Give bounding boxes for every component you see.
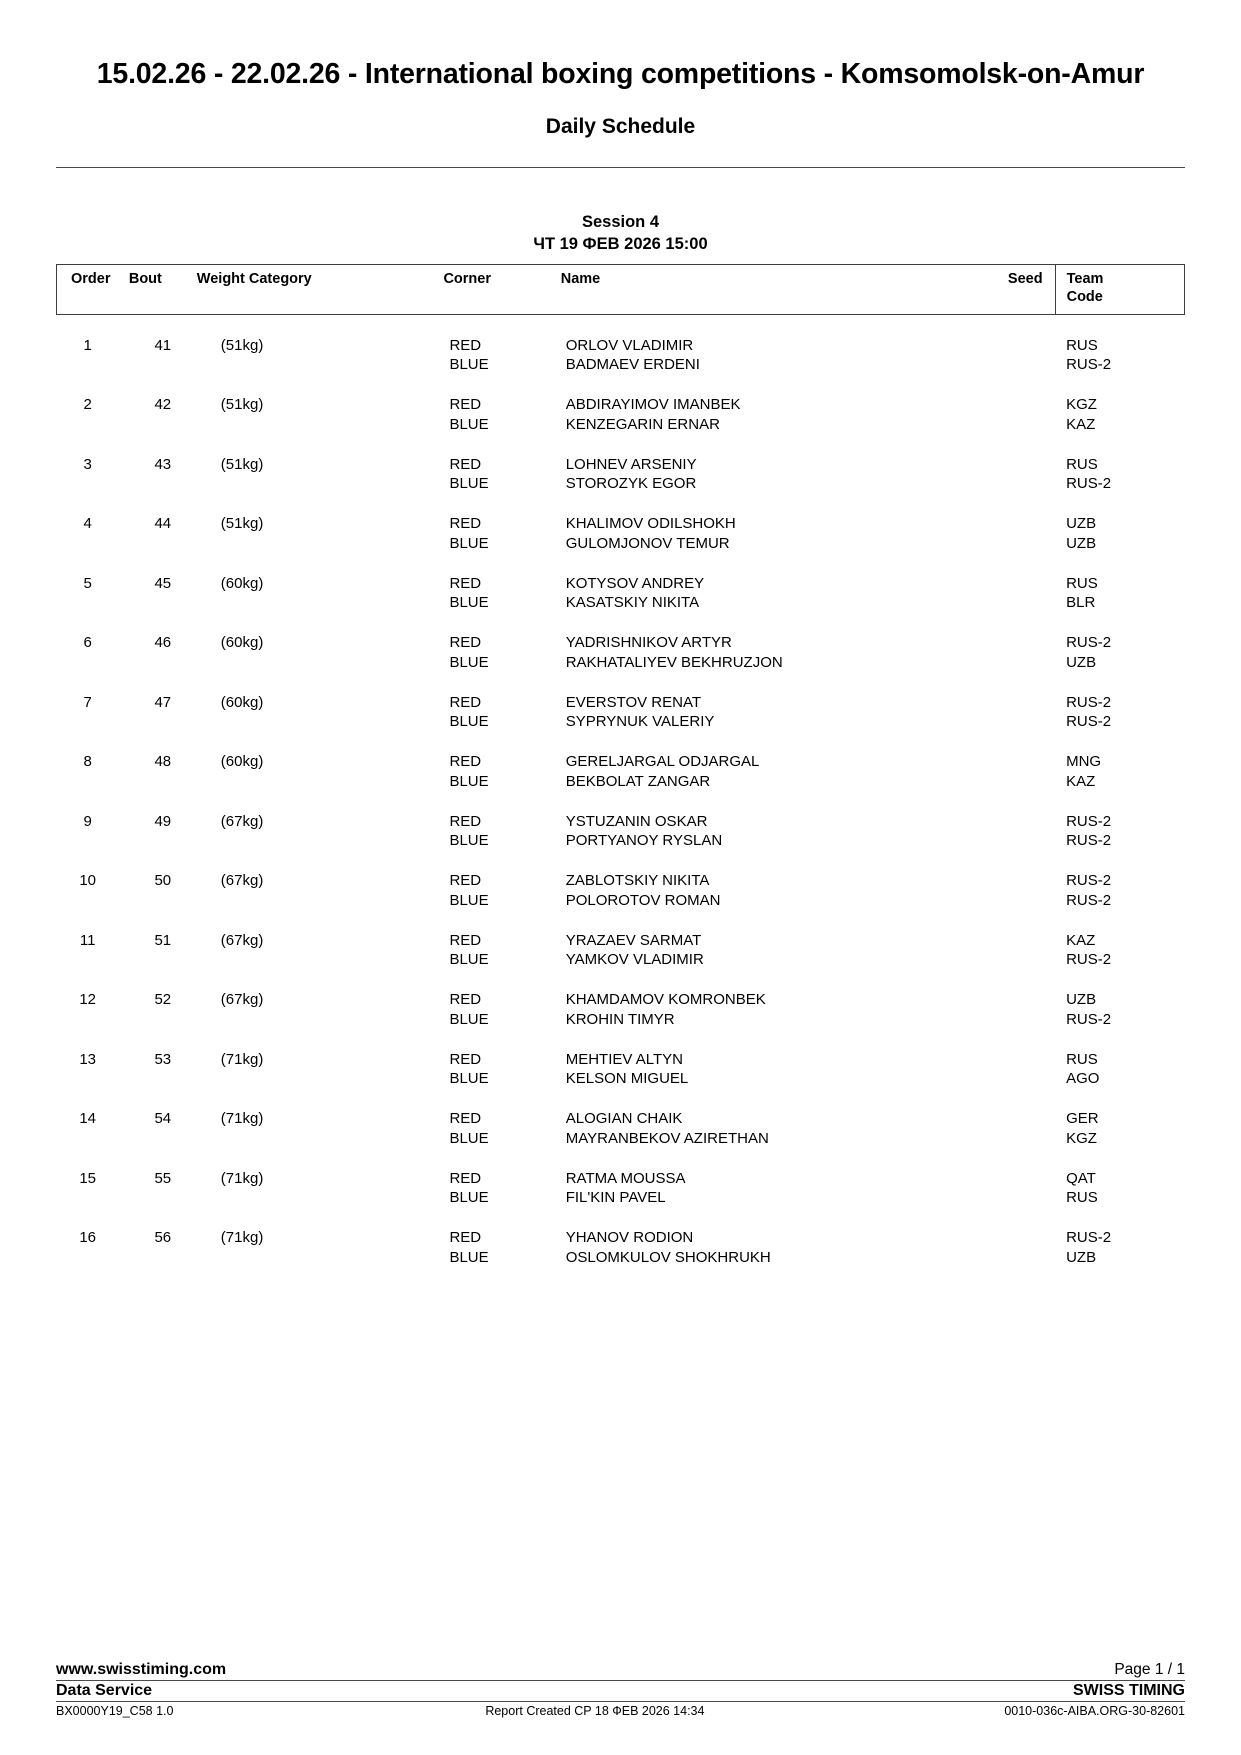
cell-seed-blue [959,891,1055,911]
footer-document-id: 0010-036c-AIBA.ORG-30-82601 [1004,1704,1185,1718]
table-header-row [57,265,1185,314]
cell-order: 6 [83,634,92,652]
cell-name-blue: YAMKOV VLADIMIR [565,951,704,969]
cell-weight-category-empty [197,415,444,435]
cell-bout-empty [129,1248,197,1268]
cell-name-red: LOHNEV ARSENIY [565,455,697,473]
cell-name-red: EVERSTOV RENAT [565,693,702,711]
cell-team-code-blue: KAZ [1066,772,1096,790]
table-row [57,415,1185,435]
cell-seed-red [959,1208,1055,1248]
table-row [57,613,1185,653]
cell-weight-category: (67kg) [220,872,264,890]
cell-weight-category-empty [197,653,444,673]
cell-name-red: KHALIMOV ODILSHOKH [565,515,736,533]
table-row [57,851,1185,891]
cell-seed-blue [959,712,1055,732]
cell-order: 4 [83,515,92,533]
table-row [57,1010,1185,1030]
cell-order: 14 [79,1110,97,1128]
footer-brand: SWISS TIMING [1073,1682,1185,1699]
cell-weight-category-empty [197,1069,444,1089]
cell-seed-red [959,494,1055,534]
column-header-team-code-line2: Code [1066,288,1103,305]
cell-seed-blue [959,772,1055,792]
cell-name-blue: KELSON MIGUEL [565,1070,689,1088]
table-row [57,494,1185,534]
cell-bout-empty [129,891,197,911]
cell-seed-blue [959,1188,1055,1208]
cell-bout: 41 [154,336,172,354]
cell-bout-empty [129,593,197,613]
table-header [57,265,1185,314]
cell-order-empty [57,593,129,613]
cell-bout-empty [129,831,197,851]
cell-name-red: ABDIRAYIMOV IMANBEK [565,396,741,414]
cell-weight-category-empty [197,831,444,851]
cell-order: 15 [79,1169,97,1187]
cell-corner-blue: BLUE [449,1248,489,1266]
cell-corner-red: RED [449,872,482,890]
cell-corner-red: RED [449,455,482,473]
cell-name-red: YADRISHNIKOV ARTYR [565,634,732,652]
cell-team-code-blue: UZB [1066,653,1097,671]
cell-team-code-red: RUS-2 [1066,634,1112,652]
cell-team-code-red: RUS [1066,455,1098,473]
cell-corner-red: RED [449,634,482,652]
cell-team-code-red: RUS [1066,574,1098,592]
cell-team-code-blue: RUS [1066,1189,1098,1207]
cell-bout-empty [129,415,197,435]
cell-order-empty [57,1188,129,1208]
cell-weight-category-empty [197,1010,444,1030]
cell-order: 8 [83,753,92,771]
cell-team-code-blue: RUS-2 [1066,891,1112,909]
footer-website[interactable]: www.swisstiming.com [56,1661,227,1678]
page-subtitle: Daily Schedule [545,114,696,138]
cell-seed-blue [959,1010,1055,1030]
cell-weight-category: (67kg) [220,931,264,949]
table-row [57,1069,1185,1089]
cell-bout: 54 [154,1110,172,1128]
table-row [57,474,1185,494]
cell-corner-blue: BLUE [449,534,489,552]
cell-seed-blue [959,950,1055,970]
cell-name-blue: KASATSKIY NIKITA [565,594,700,612]
cell-name-blue: STOROZYK EGOR [565,475,697,493]
cell-order-empty [57,1010,129,1030]
cell-weight-category-empty [197,1248,444,1268]
cell-name-blue: KENZEGARIN ERNAR [565,415,720,433]
column-header-team-code [1055,265,1184,314]
cell-name-red: ORLOV VLADIMIR [565,336,694,354]
cell-team-code-red: QAT [1066,1169,1096,1187]
cell-bout-empty [129,474,197,494]
cell-team-code-blue: BLR [1066,594,1096,612]
cell-weight-category: (51kg) [220,336,264,354]
cell-team-code-red: RUS-2 [1066,693,1112,711]
cell-team-code-red: RUS-2 [1066,812,1112,830]
cell-corner-blue: BLUE [449,1129,489,1147]
cell-order-empty [57,1248,129,1268]
table-row [57,792,1185,832]
cell-seed-red [959,314,1055,355]
cell-bout-empty [129,1010,197,1030]
cell-order-empty [57,1129,129,1149]
cell-bout-empty [129,534,197,554]
table-row [57,355,1185,375]
cell-bout: 47 [154,693,172,711]
cell-team-code-red: RUS [1066,336,1098,354]
table-row [57,712,1185,732]
table-row [57,435,1185,475]
cell-corner-red: RED [449,336,482,354]
table-row [57,772,1185,792]
cell-corner-blue: BLUE [449,1189,489,1207]
cell-seed-blue [959,593,1055,613]
cell-order-empty [57,831,129,851]
table-row [57,950,1185,970]
cell-order-empty [57,1069,129,1089]
cell-weight-category: (60kg) [220,693,264,711]
cell-seed-blue [959,355,1055,375]
cell-team-code-blue: AGO [1066,1070,1100,1088]
cell-weight-category: (60kg) [220,634,264,652]
cell-weight-category: (71kg) [220,1050,264,1068]
cell-seed-blue [959,1069,1055,1089]
cell-name-red: ZABLOTSKIY NIKITA [565,872,710,890]
cell-corner-blue: BLUE [449,594,489,612]
footer-page-number: Page 1 / 1 [1114,1661,1185,1678]
cell-weight-category-empty [197,950,444,970]
cell-seed-red [959,732,1055,772]
footer-data-service: Data Service [56,1682,153,1699]
cell-name-red: RATMA MOUSSA [565,1169,686,1187]
cell-name-blue: FIL'KIN PAVEL [565,1189,666,1207]
cell-weight-category: (71kg) [220,1110,264,1128]
cell-weight-category: (60kg) [220,753,264,771]
cell-seed-red [959,1149,1055,1189]
table-body [57,314,1185,1268]
cell-weight-category-empty [197,712,444,732]
cell-seed-red [959,435,1055,475]
table-row [57,1089,1185,1129]
cell-name-blue: POLOROTOV ROMAN [565,891,721,909]
cell-corner-red: RED [449,1050,482,1068]
cell-seed-red [959,554,1055,594]
cell-name-red: KOTYSOV ANDREY [565,574,705,592]
column-header-corner: Corner [443,271,491,288]
cell-bout: 44 [154,515,172,533]
cell-team-code-blue: RUS-2 [1066,1010,1112,1028]
cell-name-blue: KROHIN TIMYR [565,1010,675,1028]
column-header-name: Name [560,271,601,288]
schedule-table [56,264,1185,1267]
cell-weight-category-empty [197,1129,444,1149]
footer-report-code: BX0000Y19_C58 1.0 [56,1704,174,1718]
cell-seed-red [959,851,1055,891]
footer-report-created: Report Created CP 18 ФЕВ 2026 14:34 [485,1704,705,1718]
cell-name-red: GERELJARGAL ODJARGAL [565,753,760,771]
session-datetime: ЧТ 19 ФЕВ 2026 15:00 [533,234,708,253]
cell-corner-blue: BLUE [449,415,489,433]
table-row [57,891,1185,911]
cell-corner-blue: BLUE [449,475,489,493]
column-header-bout: Bout [128,271,162,288]
cell-name-blue: RAKHATALIYEV BEKHRUZJON [565,653,783,671]
page-footer [56,1661,1185,1718]
cell-team-code-red: KAZ [1066,931,1096,949]
cell-bout: 51 [154,931,172,949]
cell-team-code-red: RUS [1066,1050,1098,1068]
cell-team-code-blue: RUS-2 [1066,475,1112,493]
cell-team-code-red: GER [1066,1110,1099,1128]
cell-corner-blue: BLUE [449,772,489,790]
cell-order-empty [57,474,129,494]
cell-order-empty [57,355,129,375]
cell-name-blue: GULOMJONOV TEMUR [565,534,730,552]
cell-bout-empty [129,355,197,375]
cell-bout-empty [129,950,197,970]
cell-seed-blue [959,653,1055,673]
cell-corner-blue: BLUE [449,356,489,374]
cell-corner-blue: BLUE [449,832,489,850]
cell-corner-red: RED [449,931,482,949]
cell-weight-category: (67kg) [220,812,264,830]
cell-weight-category-empty [197,474,444,494]
cell-corner-blue: BLUE [449,951,489,969]
cell-bout: 56 [154,1229,172,1247]
table-row [57,534,1185,554]
table-row [57,375,1185,415]
cell-bout-empty [129,772,197,792]
table-row [57,1248,1185,1268]
cell-corner-red: RED [449,1169,482,1187]
cell-team-code-blue: RUS-2 [1066,832,1112,850]
cell-weight-category: (51kg) [220,515,264,533]
cell-weight-category: (51kg) [220,396,264,414]
cell-bout: 48 [154,753,172,771]
cell-seed-blue [959,831,1055,851]
cell-weight-category-empty [197,1188,444,1208]
cell-name-blue: OSLOMKULOV SHOKHRUKH [565,1248,771,1266]
table-row [57,1129,1185,1149]
cell-name-blue: MAYRANBEKOV AZIRETHAN [565,1129,769,1147]
cell-order: 11 [79,931,96,949]
cell-order: 7 [83,693,92,711]
cell-seed-red [959,911,1055,951]
header-divider [56,167,1185,168]
cell-order-empty [57,712,129,732]
cell-seed-red [959,613,1055,653]
cell-team-code-red: UZB [1066,515,1097,533]
cell-corner-red: RED [449,396,482,414]
cell-corner-red: RED [449,991,482,1009]
cell-order: 2 [83,396,92,414]
cell-order: 9 [83,812,92,830]
cell-name-red: YHANOV RODION [565,1229,694,1247]
cell-bout-empty [129,1188,197,1208]
cell-weight-category: (51kg) [220,455,264,473]
table-row [57,673,1185,713]
cell-order: 5 [83,574,92,592]
table-row [57,314,1185,355]
cell-weight-category: (67kg) [220,991,264,1009]
cell-team-code-blue: RUS-2 [1066,951,1112,969]
cell-seed-blue [959,474,1055,494]
cell-seed-blue [959,1248,1055,1268]
cell-bout-empty [129,712,197,732]
cell-corner-blue: BLUE [449,891,489,909]
cell-bout-empty [129,653,197,673]
session-header [56,212,1185,256]
cell-seed-blue [959,415,1055,435]
cell-seed-red [959,375,1055,415]
cell-team-code-blue: KAZ [1066,415,1096,433]
cell-corner-blue: BLUE [449,713,489,731]
cell-order-empty [57,534,129,554]
table-row [57,911,1185,951]
table-row [57,1188,1185,1208]
cell-weight-category-empty [197,772,444,792]
cell-seed-blue [959,534,1055,554]
column-header-team-code-line1: Team [1066,271,1104,288]
cell-corner-red: RED [449,1229,482,1247]
table-row [57,1149,1185,1189]
cell-team-code-red: RUS-2 [1066,1229,1112,1247]
cell-bout-empty [129,1129,197,1149]
table-row [57,1208,1185,1248]
cell-bout: 42 [154,396,172,414]
cell-weight-category: (71kg) [220,1169,264,1187]
cell-seed-red [959,792,1055,832]
cell-order: 10 [79,872,97,890]
cell-bout: 46 [154,634,172,652]
cell-name-red: YRAZAEV SARMAT [565,931,702,949]
table-row [57,970,1185,1010]
cell-corner-red: RED [449,812,482,830]
cell-seed-red [959,970,1055,1010]
cell-bout: 50 [154,872,172,890]
cell-team-code-blue: KGZ [1066,1129,1097,1147]
cell-team-code-blue: UZB [1066,534,1097,552]
cell-order-empty [57,891,129,911]
cell-seed-red [959,673,1055,713]
cell-order: 12 [79,991,97,1009]
table-row [57,653,1185,673]
column-header-weight: Weight Category [196,271,312,288]
cell-weight-category: (60kg) [220,574,264,592]
table-row [57,593,1185,613]
cell-corner-blue: BLUE [449,1010,489,1028]
cell-name-red: KHAMDAMOV KOMRONBEK [565,991,766,1009]
cell-name-blue: BEKBOLAT ZANGAR [565,772,711,790]
table-row [57,831,1185,851]
cell-order-empty [57,950,129,970]
cell-bout: 45 [154,574,172,592]
cell-corner-red: RED [449,1110,482,1128]
cell-order: 16 [79,1229,97,1247]
cell-team-code-red: KGZ [1066,396,1097,414]
cell-bout: 43 [154,455,172,473]
cell-weight-category-empty [197,355,444,375]
cell-corner-red: RED [449,693,482,711]
cell-team-code-blue: RUS-2 [1066,356,1112,374]
cell-bout: 53 [154,1050,172,1068]
cell-team-code-red: UZB [1066,991,1097,1009]
cell-order: 1 [83,336,92,354]
cell-name-blue: BADMAEV ERDENI [565,356,700,374]
cell-name-red: MEHTIEV ALTYN [565,1050,683,1068]
cell-seed-red [959,1089,1055,1129]
cell-corner-blue: BLUE [449,653,489,671]
cell-weight-category-empty [197,891,444,911]
cell-order-empty [57,653,129,673]
cell-order-empty [57,415,129,435]
cell-team-code-blue: RUS-2 [1066,713,1112,731]
cell-bout: 52 [154,991,172,1009]
table-row [57,554,1185,594]
cell-order: 3 [83,455,92,473]
cell-seed-blue [959,1129,1055,1149]
cell-name-blue: PORTYANOY RYSLAN [565,832,723,850]
cell-corner-red: RED [449,753,482,771]
column-header-seed: Seed [1007,271,1043,288]
cell-weight-category-empty [197,593,444,613]
cell-name-red: ALOGIAN CHAIK [565,1110,683,1128]
column-header-order: Order [71,271,111,288]
cell-order-empty [57,772,129,792]
cell-team-code-red: MNG [1066,753,1102,771]
cell-weight-category: (71kg) [220,1229,264,1247]
cell-seed-red [959,1030,1055,1070]
page-title: 15.02.26 - 22.02.26 - International boxing competitions - Komsomolsk-on-Amur [96,58,1145,90]
cell-bout: 49 [154,812,172,830]
cell-corner-red: RED [449,515,482,533]
cell-team-code-blue: UZB [1066,1248,1097,1266]
cell-team-code-red: RUS-2 [1066,872,1112,890]
cell-bout-empty [129,1069,197,1089]
table-row [57,1030,1185,1070]
cell-weight-category-empty [197,534,444,554]
cell-bout: 55 [154,1169,172,1187]
cell-corner-blue: BLUE [449,1070,489,1088]
session-name: Session 4 [581,212,660,231]
cell-name-blue: SYPRYNUK VALERIY [565,713,715,731]
cell-order: 13 [79,1050,97,1068]
cell-name-red: YSTUZANIN OSKAR [565,812,708,830]
cell-corner-red: RED [449,574,482,592]
table-row [57,732,1185,772]
